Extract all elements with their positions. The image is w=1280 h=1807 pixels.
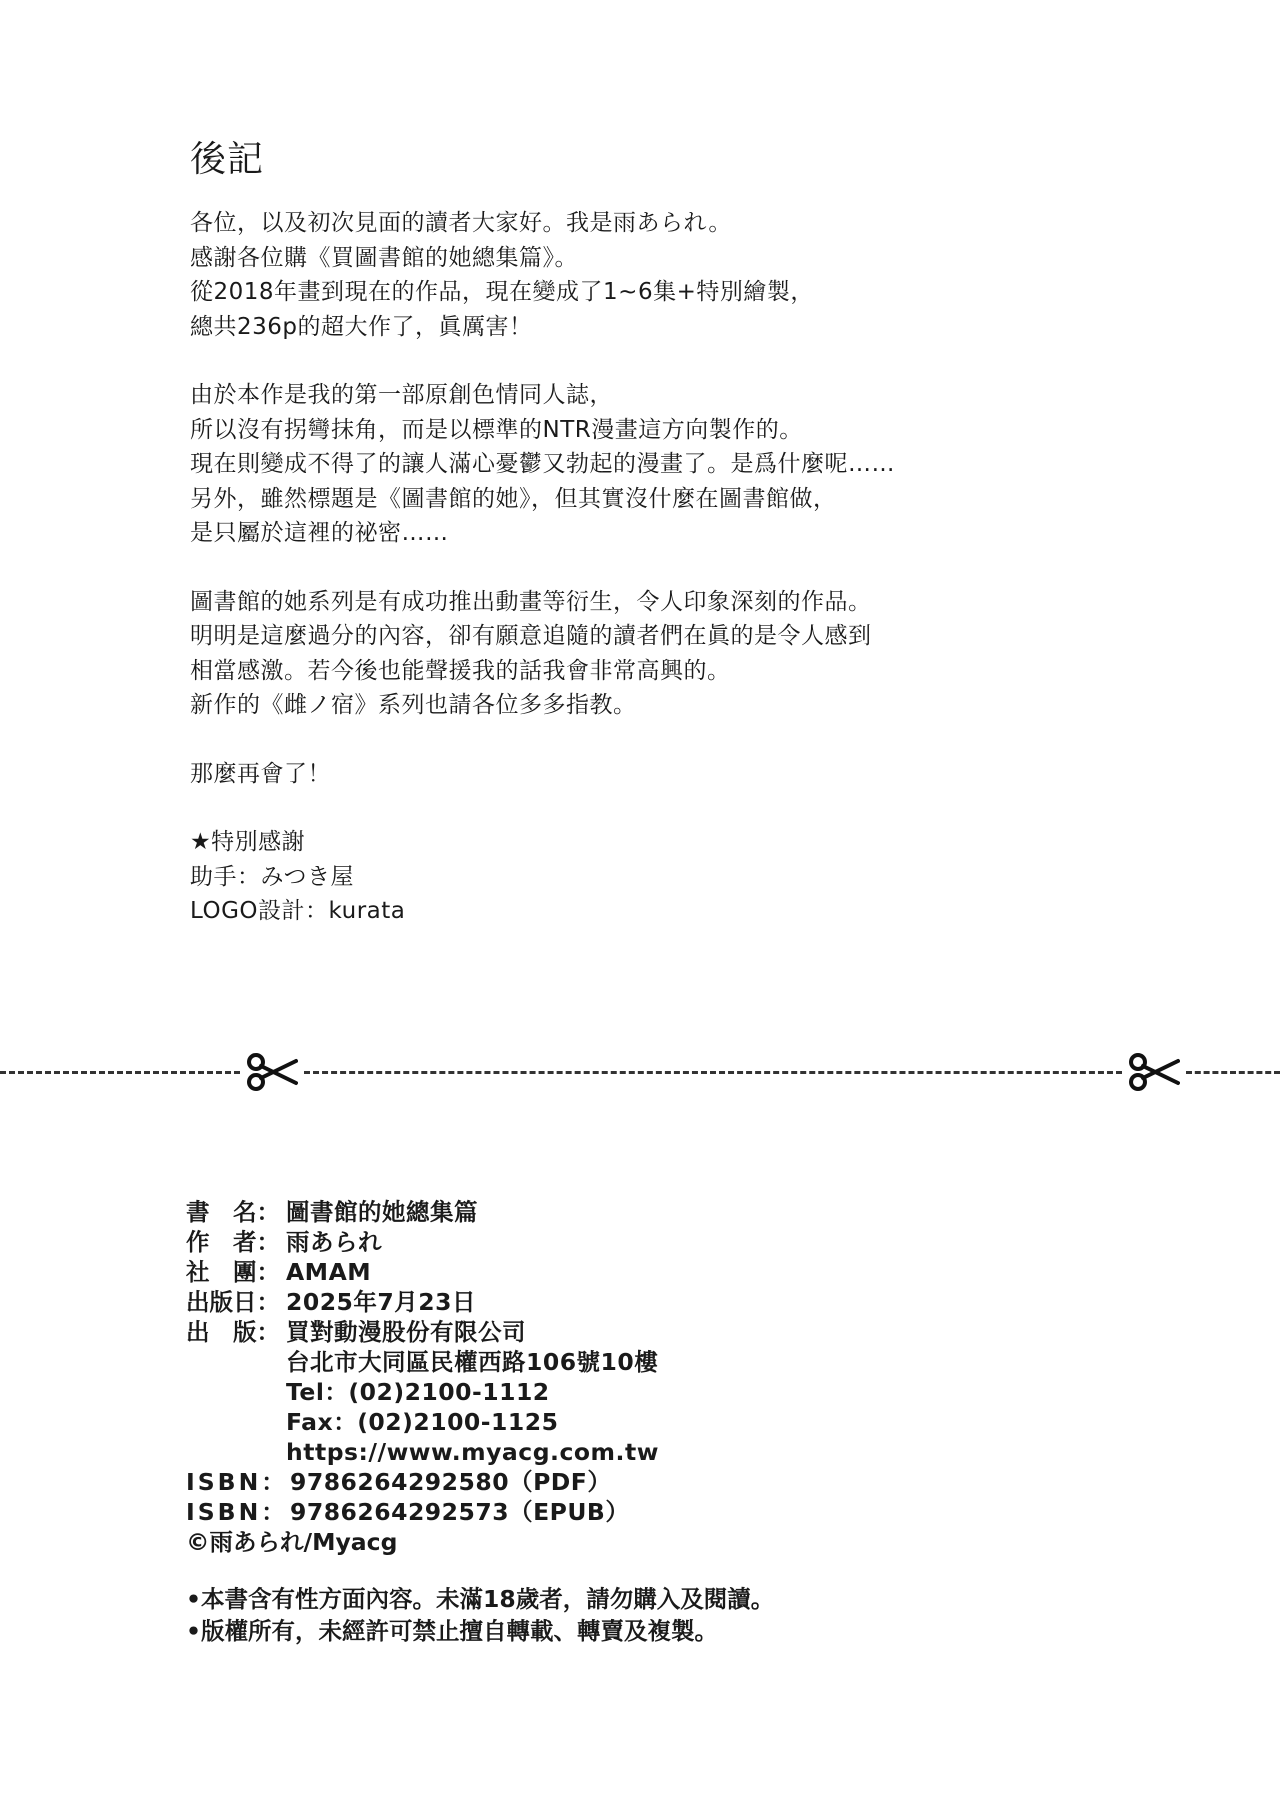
dashed-line-segment	[0, 1071, 240, 1074]
colophon-address-row	[186, 1347, 1086, 1377]
special-thanks	[190, 825, 1090, 929]
afterword-paragraph-about	[190, 378, 1090, 551]
colophon	[186, 1197, 1086, 1647]
publisher-address: 台北市大同區民權西路106號10樓	[286, 1348, 659, 1376]
text-line: 現在則變成不得了的讓人滿心憂鬱又勃起的漫畫了。是爲什麼呢……	[190, 451, 895, 477]
isbn-pdf-value: 9786264292580（PDF）	[290, 1468, 612, 1496]
text-line: 感謝各位購《買圖書館的她總集篇》。	[190, 244, 578, 271]
publisher-tel: Tel：(02)2100-1112	[286, 1378, 550, 1406]
colophon-fax-row	[186, 1407, 1086, 1437]
rights-reserved-notice: •版權所有，未經許可禁止擅自轉載、轉賣及複製。	[186, 1617, 719, 1645]
afterword-paragraph-series	[190, 585, 1090, 723]
isbn-label: ISBN：	[186, 1468, 288, 1496]
publisher-url: https://www.myacg.com.tw	[286, 1438, 659, 1466]
text-line: 新作的《雌ノ宿》系列也請各位多多指教。	[190, 692, 637, 718]
afterword-paragraph-greeting	[190, 206, 1090, 344]
isbn-label: ISBN：	[186, 1498, 288, 1526]
colophon-date-row	[186, 1287, 1086, 1317]
colophon-circle-row	[186, 1257, 1086, 1287]
afterword-paragraph-farewell	[190, 757, 1090, 792]
title-value: 圖書館的她總集篇	[286, 1198, 478, 1226]
text-line: 圖書館的她系列是有成功推出動畫等衍生，令人印象深刻的作品。	[190, 588, 872, 615]
date-label: 出版日：	[186, 1288, 280, 1316]
copyright-notice: ©雨あられ/Myacg	[186, 1528, 398, 1556]
age-restriction-notice: •本書含有性方面內容。未滿18歲者，請勿購入及閱讀。	[186, 1585, 775, 1613]
colophon-author-row	[186, 1227, 1086, 1257]
publisher-label: 出 版：	[186, 1318, 280, 1346]
title-label: 書 名：	[186, 1198, 280, 1226]
colophon-url-row	[186, 1437, 1086, 1467]
colophon-publisher-row	[186, 1317, 1086, 1347]
dashed-line-segment	[1186, 1071, 1280, 1074]
date-value: 2025年7月23日	[286, 1288, 476, 1316]
text-line: 由於本作是我的第一部原創色情同人誌，	[190, 382, 613, 408]
text-line: 總共236p的超大作了，眞厲害！	[190, 313, 533, 340]
afterword-title: 後記	[190, 139, 265, 180]
text-line: 相當感激。若今後也能聲援我的話我會非常高興的。	[190, 657, 731, 684]
colophon-isbn-epub-row	[186, 1497, 1086, 1527]
cut-line	[0, 1052, 1280, 1092]
publisher-fax: Fax：(02)2100-1125	[286, 1408, 559, 1436]
logo-credit: LOGO設計：kurata	[190, 898, 406, 924]
text-line: 另外，雖然標題是《圖書館的她》，但其實沒什麼在圖書館做，	[190, 485, 837, 512]
colophon-title-row	[186, 1197, 1086, 1227]
colophon-tel-row	[186, 1377, 1086, 1407]
afterword-section	[190, 136, 1090, 963]
text-line: 是只屬於這裡的祕密……	[190, 520, 449, 546]
circle-value: AMAM	[286, 1258, 372, 1286]
scissors-icon	[1128, 1052, 1180, 1092]
isbn-epub-value: 9786264292573（EPUB）	[290, 1498, 630, 1526]
dashed-line-segment	[304, 1071, 1122, 1074]
text-line: 那麼再會了！	[190, 760, 331, 787]
assistant-credit: 助手：みつき屋	[190, 863, 355, 890]
special-thanks-heading: ★特別感謝	[190, 829, 306, 855]
author-value: 雨あられ	[286, 1228, 382, 1256]
author-label: 作 者：	[186, 1228, 280, 1256]
text-line: 各位，以及初次見面的讀者大家好。我是雨あられ。	[190, 210, 732, 236]
scissors-icon	[246, 1052, 298, 1092]
colophon-isbn-pdf-row	[186, 1467, 1086, 1497]
circle-label: 社 團：	[186, 1258, 280, 1286]
publisher-value: 買對動漫股份有限公司	[286, 1318, 526, 1346]
text-line: 明明是這麼過分的內容，卻有願意追隨的讀者們在眞的是令人感到	[190, 623, 872, 649]
text-line: 從2018年畫到現在的作品，現在變成了1~6集+特別繪製，	[190, 279, 814, 305]
text-line: 所以沒有拐彎抹角，而是以標準的NTR漫畫這方向製作的。	[190, 416, 803, 443]
